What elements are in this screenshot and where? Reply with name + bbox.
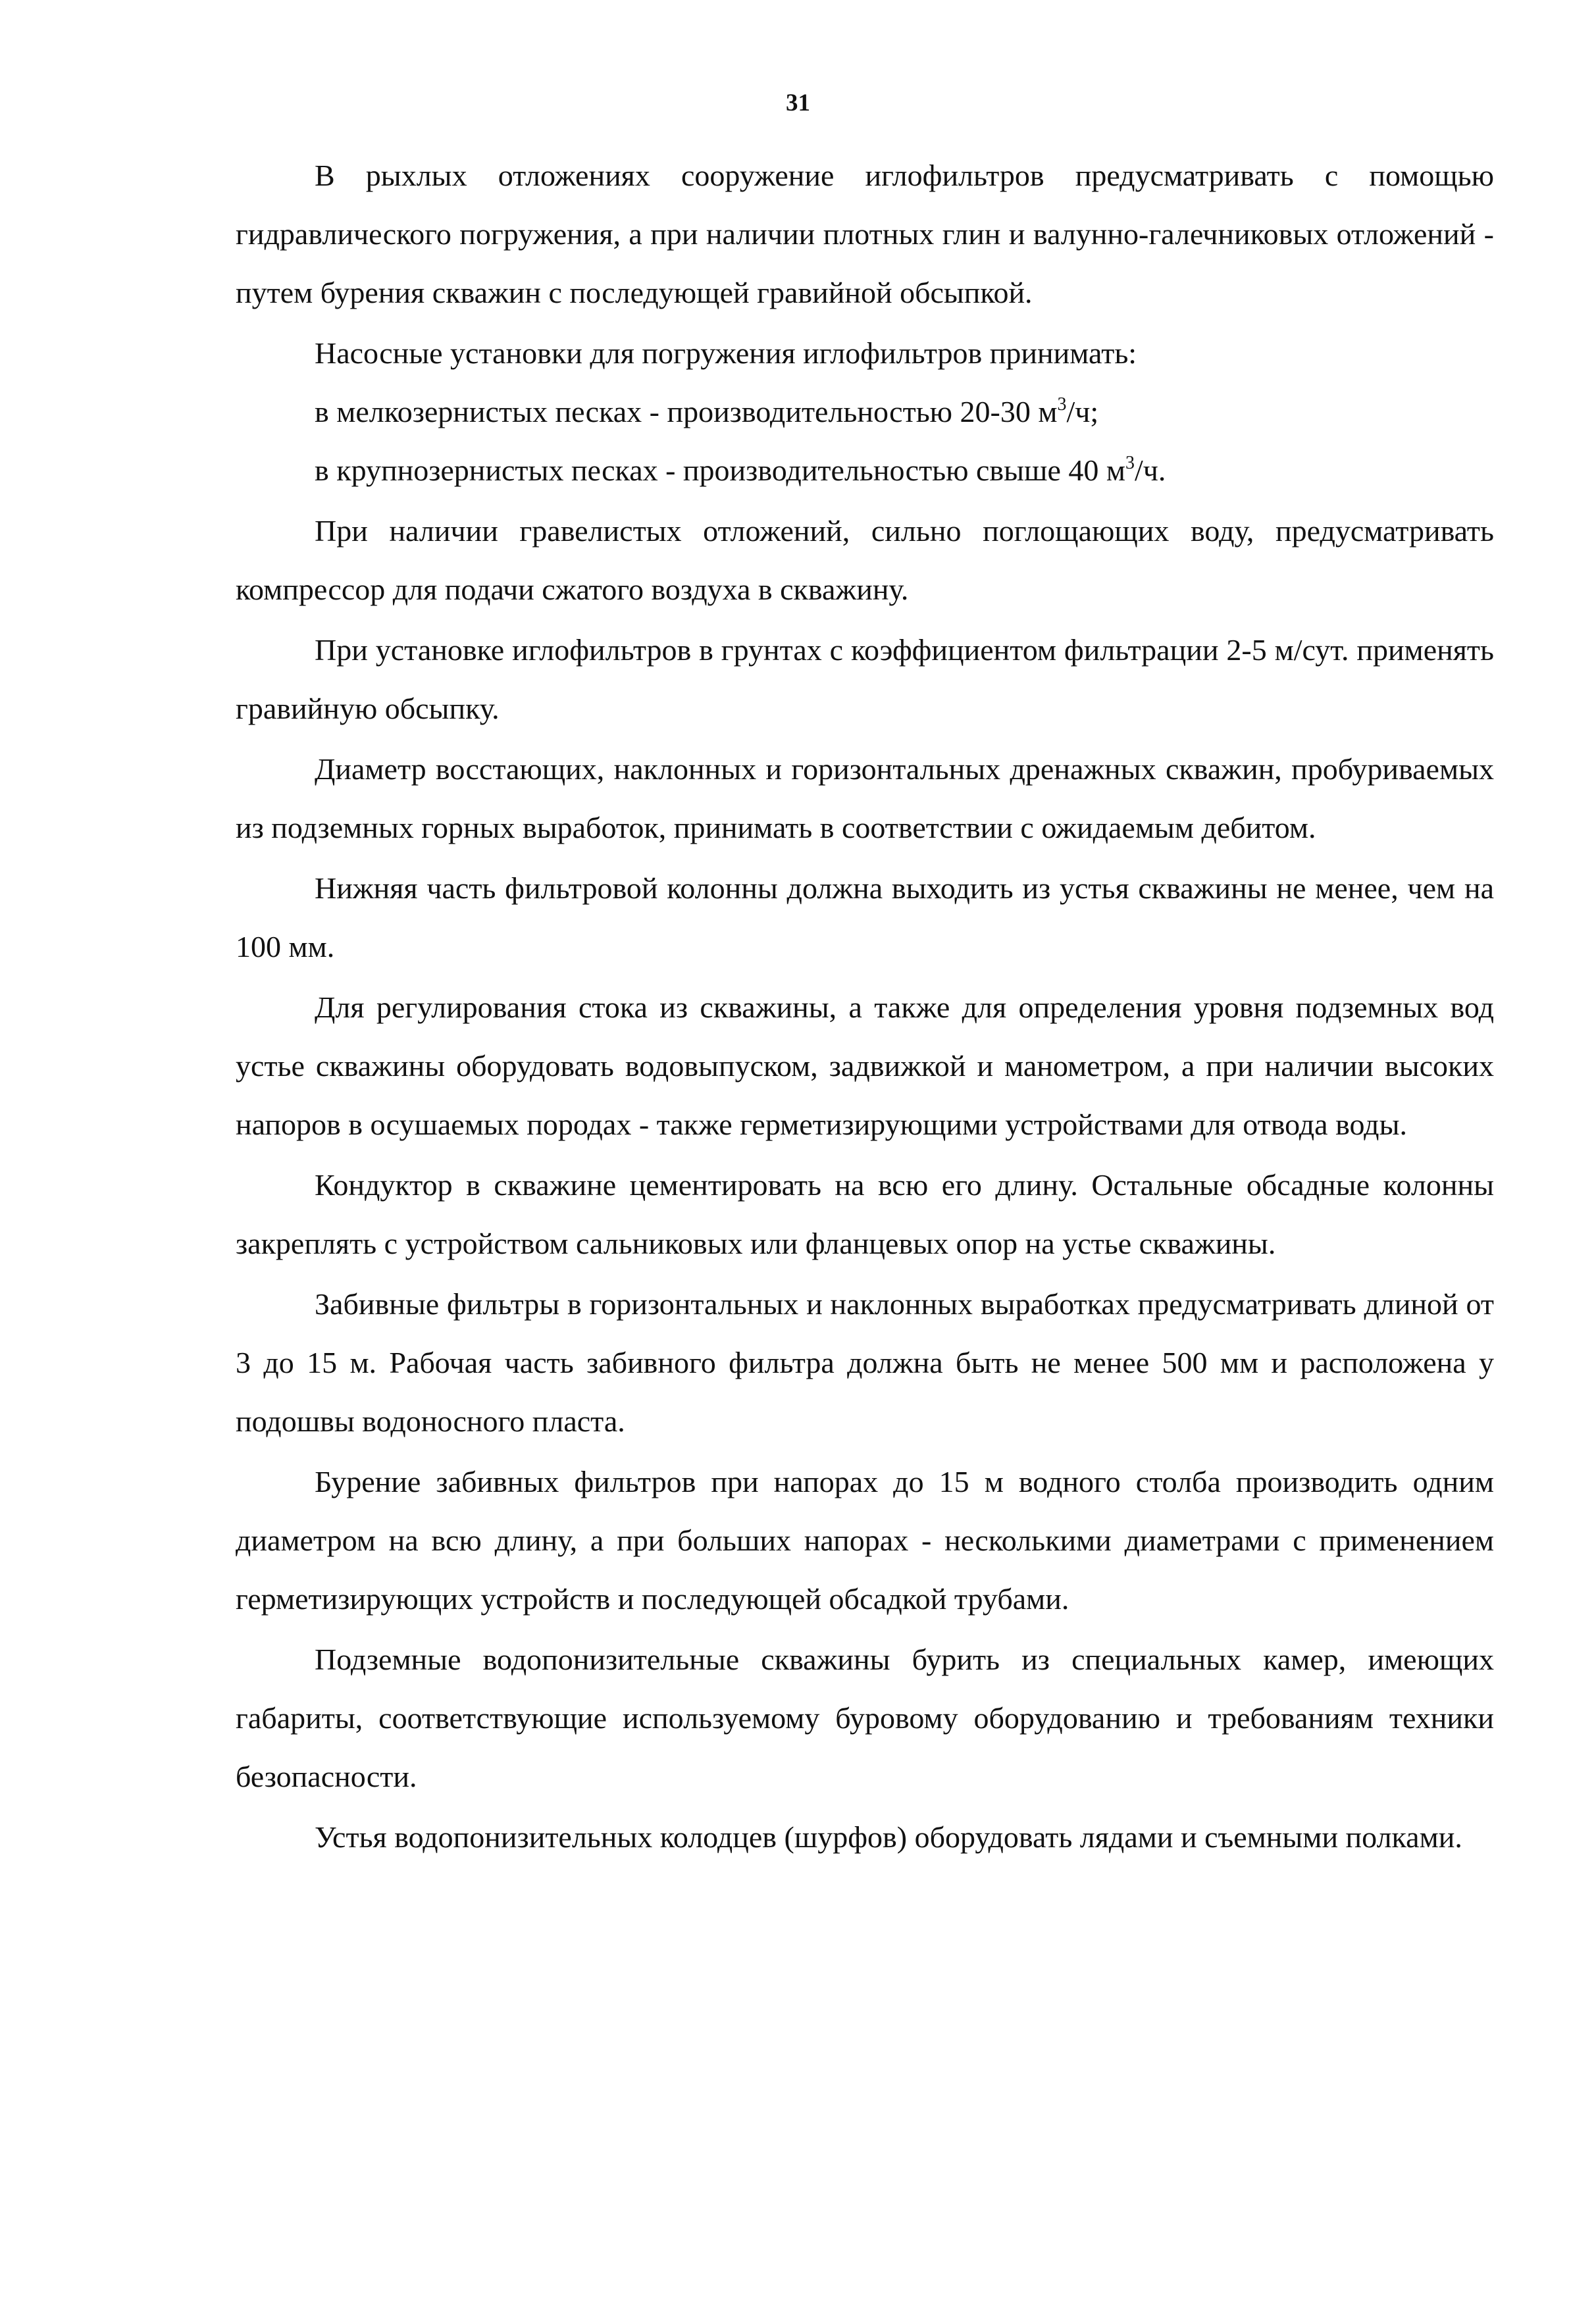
cubic-superscript: 3 bbox=[1057, 394, 1067, 415]
paragraph-well-diameter: Диаметр восстающих, наклонных и горизонтальных дренажных скважин, пробуриваемых из подземных горных выработок, принимать в соответствии с ожидаемым дебитом. bbox=[236, 752, 1494, 844]
coarse-sand-text: в крупнозернистых песках - производительностью свыше 40 м bbox=[315, 453, 1126, 487]
cubic-superscript: 3 bbox=[1125, 453, 1135, 473]
paragraph-needle-filter-installation: В рыхлых отложениях сооружение иглофильтров предусматривать с помощью гидравлического погружения, а при наличии плотных глин и валунно-галечниковых отложений - путем бурения скважин с последующей гравийной обсыпкой. bbox=[236, 159, 1494, 309]
paragraph-filter-column: Нижняя часть фильтровой колонны должна выходить из устья скважины не менее, чем на 100 мм. bbox=[236, 871, 1494, 963]
page-number: 31 bbox=[786, 89, 810, 116]
paragraph-pump-units: Насосные установки для погружения иглофильтров принимать: bbox=[315, 336, 1137, 370]
paragraph-gravel-backfill: При установке иглофильтров в грунтах с коэффициентом фильтрации 2-5 м/сут. применять гравийную обсыпку. bbox=[236, 633, 1494, 725]
paragraph-well-heads: Устья водопонизительных колодцев (шурфов) оборудовать лядами и съемными полками. bbox=[315, 1820, 1462, 1854]
fine-sand-text: в мелкозернистых песках - производительностью 20-30 м bbox=[315, 395, 1058, 428]
paragraph-flow-regulation: Для регулирования стока из скважины, а также для определения уровня подземных вод устье скважины оборудовать водовыпуском, задвижкой и манометром, а при наличии высоких напоров в осушаемых породах - также герметизирующими устройствами для отвода воды. bbox=[236, 990, 1494, 1141]
paragraph-compressor: При наличии гравелистых отложений, сильно поглощающих воду, предусматривать компрессор для подачи сжатого воздуха в скважину. bbox=[236, 514, 1494, 606]
paragraph-driven-filters: Забивные фильтры в горизонтальных и наклонных выработках предусматривать длиной от 3 до 15 м. Рабочая часть забивного фильтра должна быть не менее 500 мм и расположена у подошвы водоносного пласта. bbox=[236, 1287, 1494, 1438]
body-text bbox=[236, 146, 1494, 1866]
coarse-sand-unit: /ч. bbox=[1135, 453, 1166, 487]
paragraph-coarse-sand-capacity bbox=[236, 441, 1494, 499]
paragraph-underground-wells: Подземные водопонизительные скважины бурить из специальных камер, имеющих габариты, соответствующие используемому буровому оборудованию и требованиям техники безопасности. bbox=[236, 1643, 1494, 1793]
paragraph-drilling-driven-filters: Бурение забивных фильтров при напорах до 15 м водного столба производить одним диаметром на всю длину, а при больших напорах - несколькими диаметрами с применением герметизирующих устройств и последующей обсадкой трубами. bbox=[236, 1465, 1494, 1616]
fine-sand-unit: /ч; bbox=[1066, 395, 1099, 428]
paragraph-fine-sand-capacity bbox=[236, 382, 1494, 441]
paragraph-conductor-cementing: Кондуктор в скважине цементировать на всю его длину. Остальные обсадные колонны закреплять с устройством сальниковых или фланцевых опор на устье скважины. bbox=[236, 1168, 1494, 1260]
